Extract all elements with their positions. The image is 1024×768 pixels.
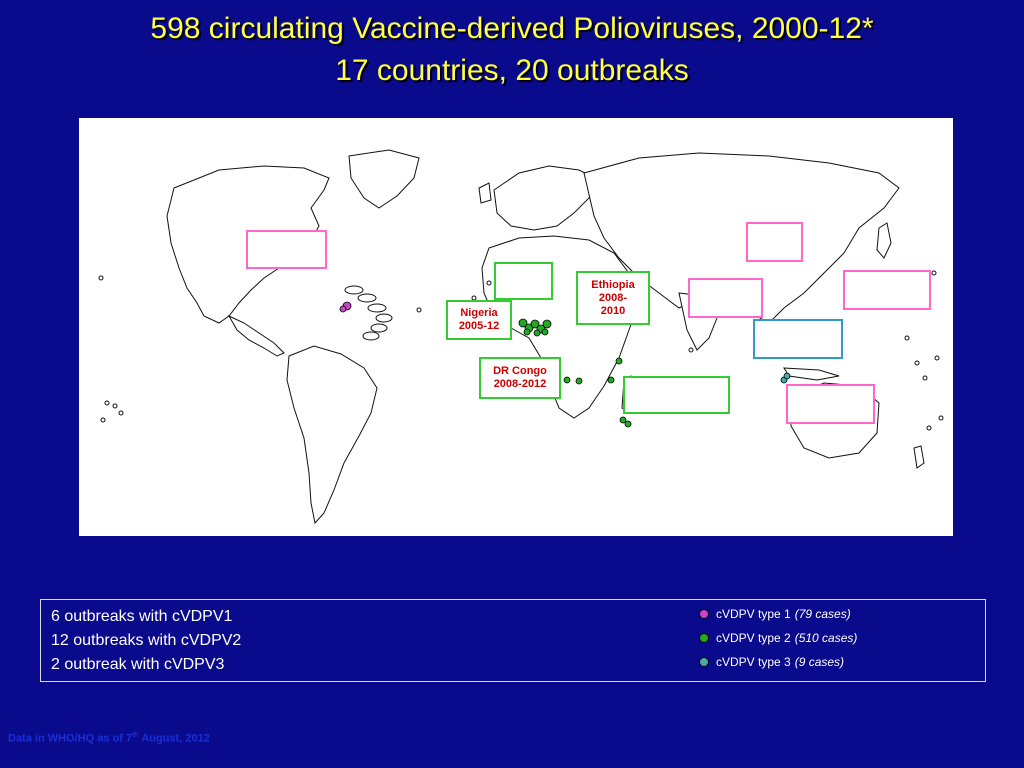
footnote-suffix: August, 2012 (138, 732, 210, 745)
callout-madagascar (623, 376, 730, 414)
slide-title: 598 circulating Vaccine-derived Polioviruses, 2000-12* (150, 12, 874, 45)
callout-ethiopia: Ethiopia 2008- 2010 (576, 271, 650, 325)
legend-label: cVDPV type 1 (716, 607, 791, 621)
callout-india (688, 278, 763, 318)
type3-markers (781, 373, 790, 383)
legend-cases: (79 cases) (794, 607, 851, 621)
legend-label: cVDPV type 3 (716, 655, 791, 669)
summary-line-type3: 2 outbreak with cVDPV3 (51, 656, 225, 673)
europe-landmass (494, 166, 599, 230)
summary-line-type2: 12 outbreaks with cVDPV2 (51, 632, 242, 649)
legend-item-type2 (699, 630, 857, 646)
legend-label: cVDPV type 2 (716, 631, 791, 645)
legend-cases: (510 cases) (794, 631, 858, 645)
japan-landmass (877, 223, 891, 258)
callout-drcongo: DR Congo 2008-2012 (479, 357, 561, 399)
data-source-footnote (8, 729, 210, 746)
legend-dot-type2-icon (699, 633, 709, 643)
summary-legend-box (40, 599, 986, 682)
central-america-landmass (229, 316, 284, 356)
caribbean-islands (345, 286, 392, 340)
callout-indonesia (786, 384, 875, 424)
callout-nigeria: Nigeria 2005-12 (446, 300, 512, 340)
legend-cases: (9 cases) (794, 655, 845, 669)
new-zealand-landmass (914, 446, 924, 468)
legend-dot-type1-icon (699, 609, 709, 619)
callout-philippines (843, 270, 931, 310)
summary-line-type1: 6 outbreaks with cVDPV1 (51, 608, 233, 625)
legend-dot-type3-icon (699, 657, 709, 667)
greenland-landmass (349, 150, 419, 208)
uk-landmass (479, 183, 491, 203)
callout-cambodia (753, 319, 843, 359)
footnote-prefix: Data in WHO/HQ as of 7 (8, 732, 133, 745)
world-map-panel (79, 118, 953, 536)
south-america-landmass (287, 346, 377, 523)
slide-subtitle: 17 countries, 20 outbreaks (335, 54, 689, 87)
legend-item-type3 (699, 654, 844, 670)
callout-china (746, 222, 803, 262)
legend-item-type1 (699, 606, 851, 622)
callout-hispaniola (246, 230, 327, 269)
footnote-superscript: th (132, 732, 139, 739)
callout-niger (494, 262, 553, 300)
